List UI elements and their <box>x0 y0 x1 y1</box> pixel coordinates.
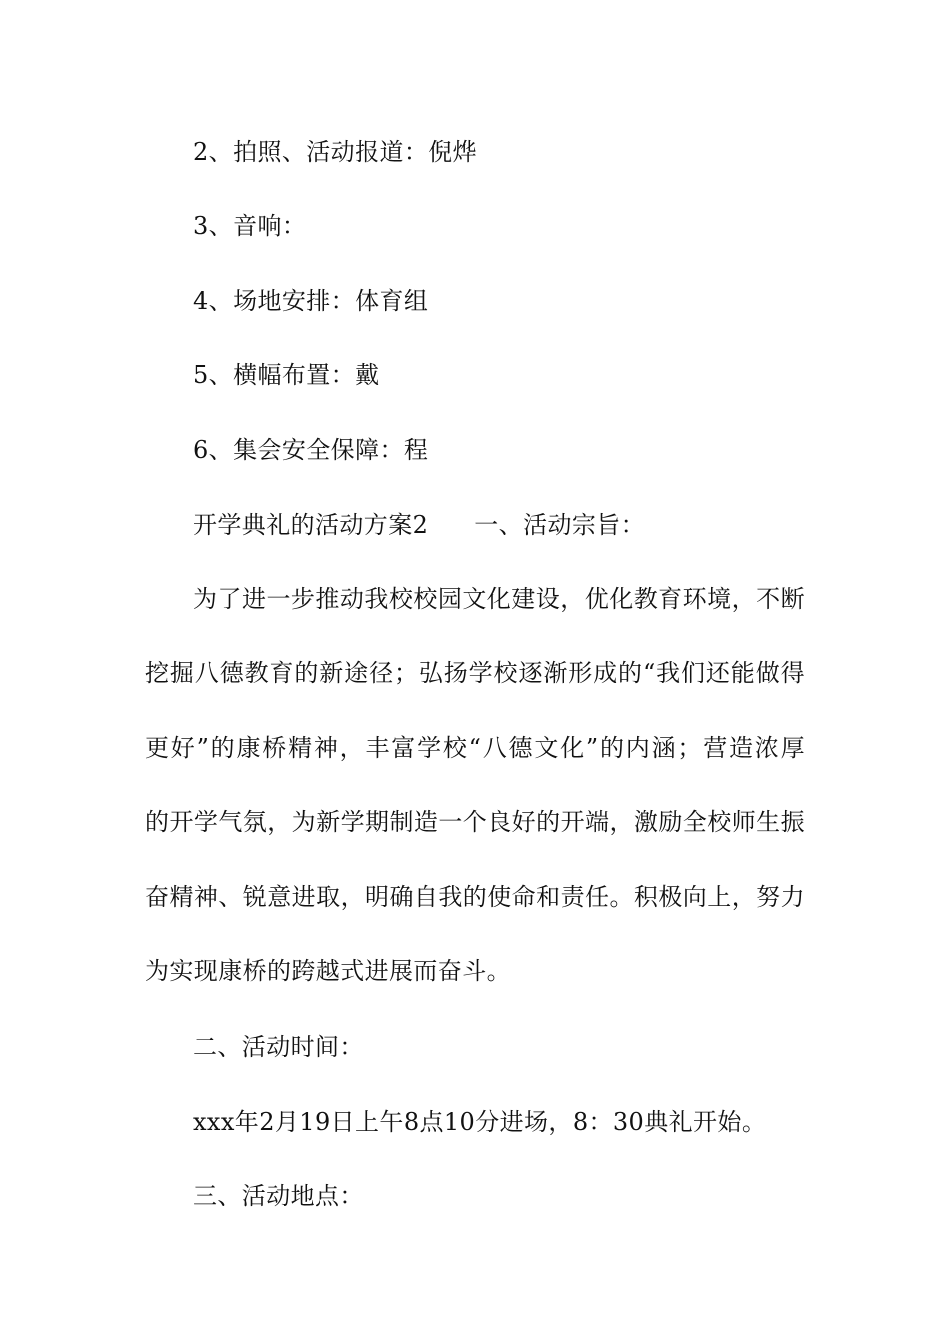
event-time-text: xxx年2月19日上午8点10分进场，8：30典礼开始。 <box>193 1108 767 1136</box>
section-title: 开学典礼的活动方案2 <box>193 511 429 539</box>
paragraph-line-1: 为了进一步推动我校校园文化建设，优化教育环境，不断 <box>193 585 805 613</box>
section-heading-time: 二、活动时间： <box>193 1033 364 1061</box>
section-title-row <box>193 507 853 543</box>
section-heading-purpose: 一、活动宗旨： <box>474 511 646 539</box>
section-heading-location: 三、活动地点： <box>193 1182 364 1210</box>
paragraph-line-3: 更好”的康桥精神，丰富学校“八德文化”的内涵；营造浓厚 <box>145 734 805 762</box>
paragraph-line-4: 的开学气氛，为新学期制造一个良好的开端，激励全校师生振 <box>145 808 805 836</box>
list-item-sound: 3、音响： <box>193 212 307 240</box>
paragraph-line-2: 挖掘八德教育的新途径；弘扬学校逐渐形成的“我们还能做得 <box>145 659 805 687</box>
paragraph-line-5: 奋精神、锐意进取，明确自我的使命和责任。积极向上，努力 <box>145 883 805 911</box>
list-item-safety: 6、集会安全保障：程 <box>193 436 429 464</box>
list-item-banner: 5、横幅布置：戴 <box>193 361 380 389</box>
paragraph-line-6: 为实现康桥的跨越式进展而奋斗。 <box>145 957 511 985</box>
list-item-venue: 4、场地安排：体育组 <box>193 287 429 315</box>
list-item-photo-reporting: 2、拍照、活动报道：倪烨 <box>193 138 478 166</box>
